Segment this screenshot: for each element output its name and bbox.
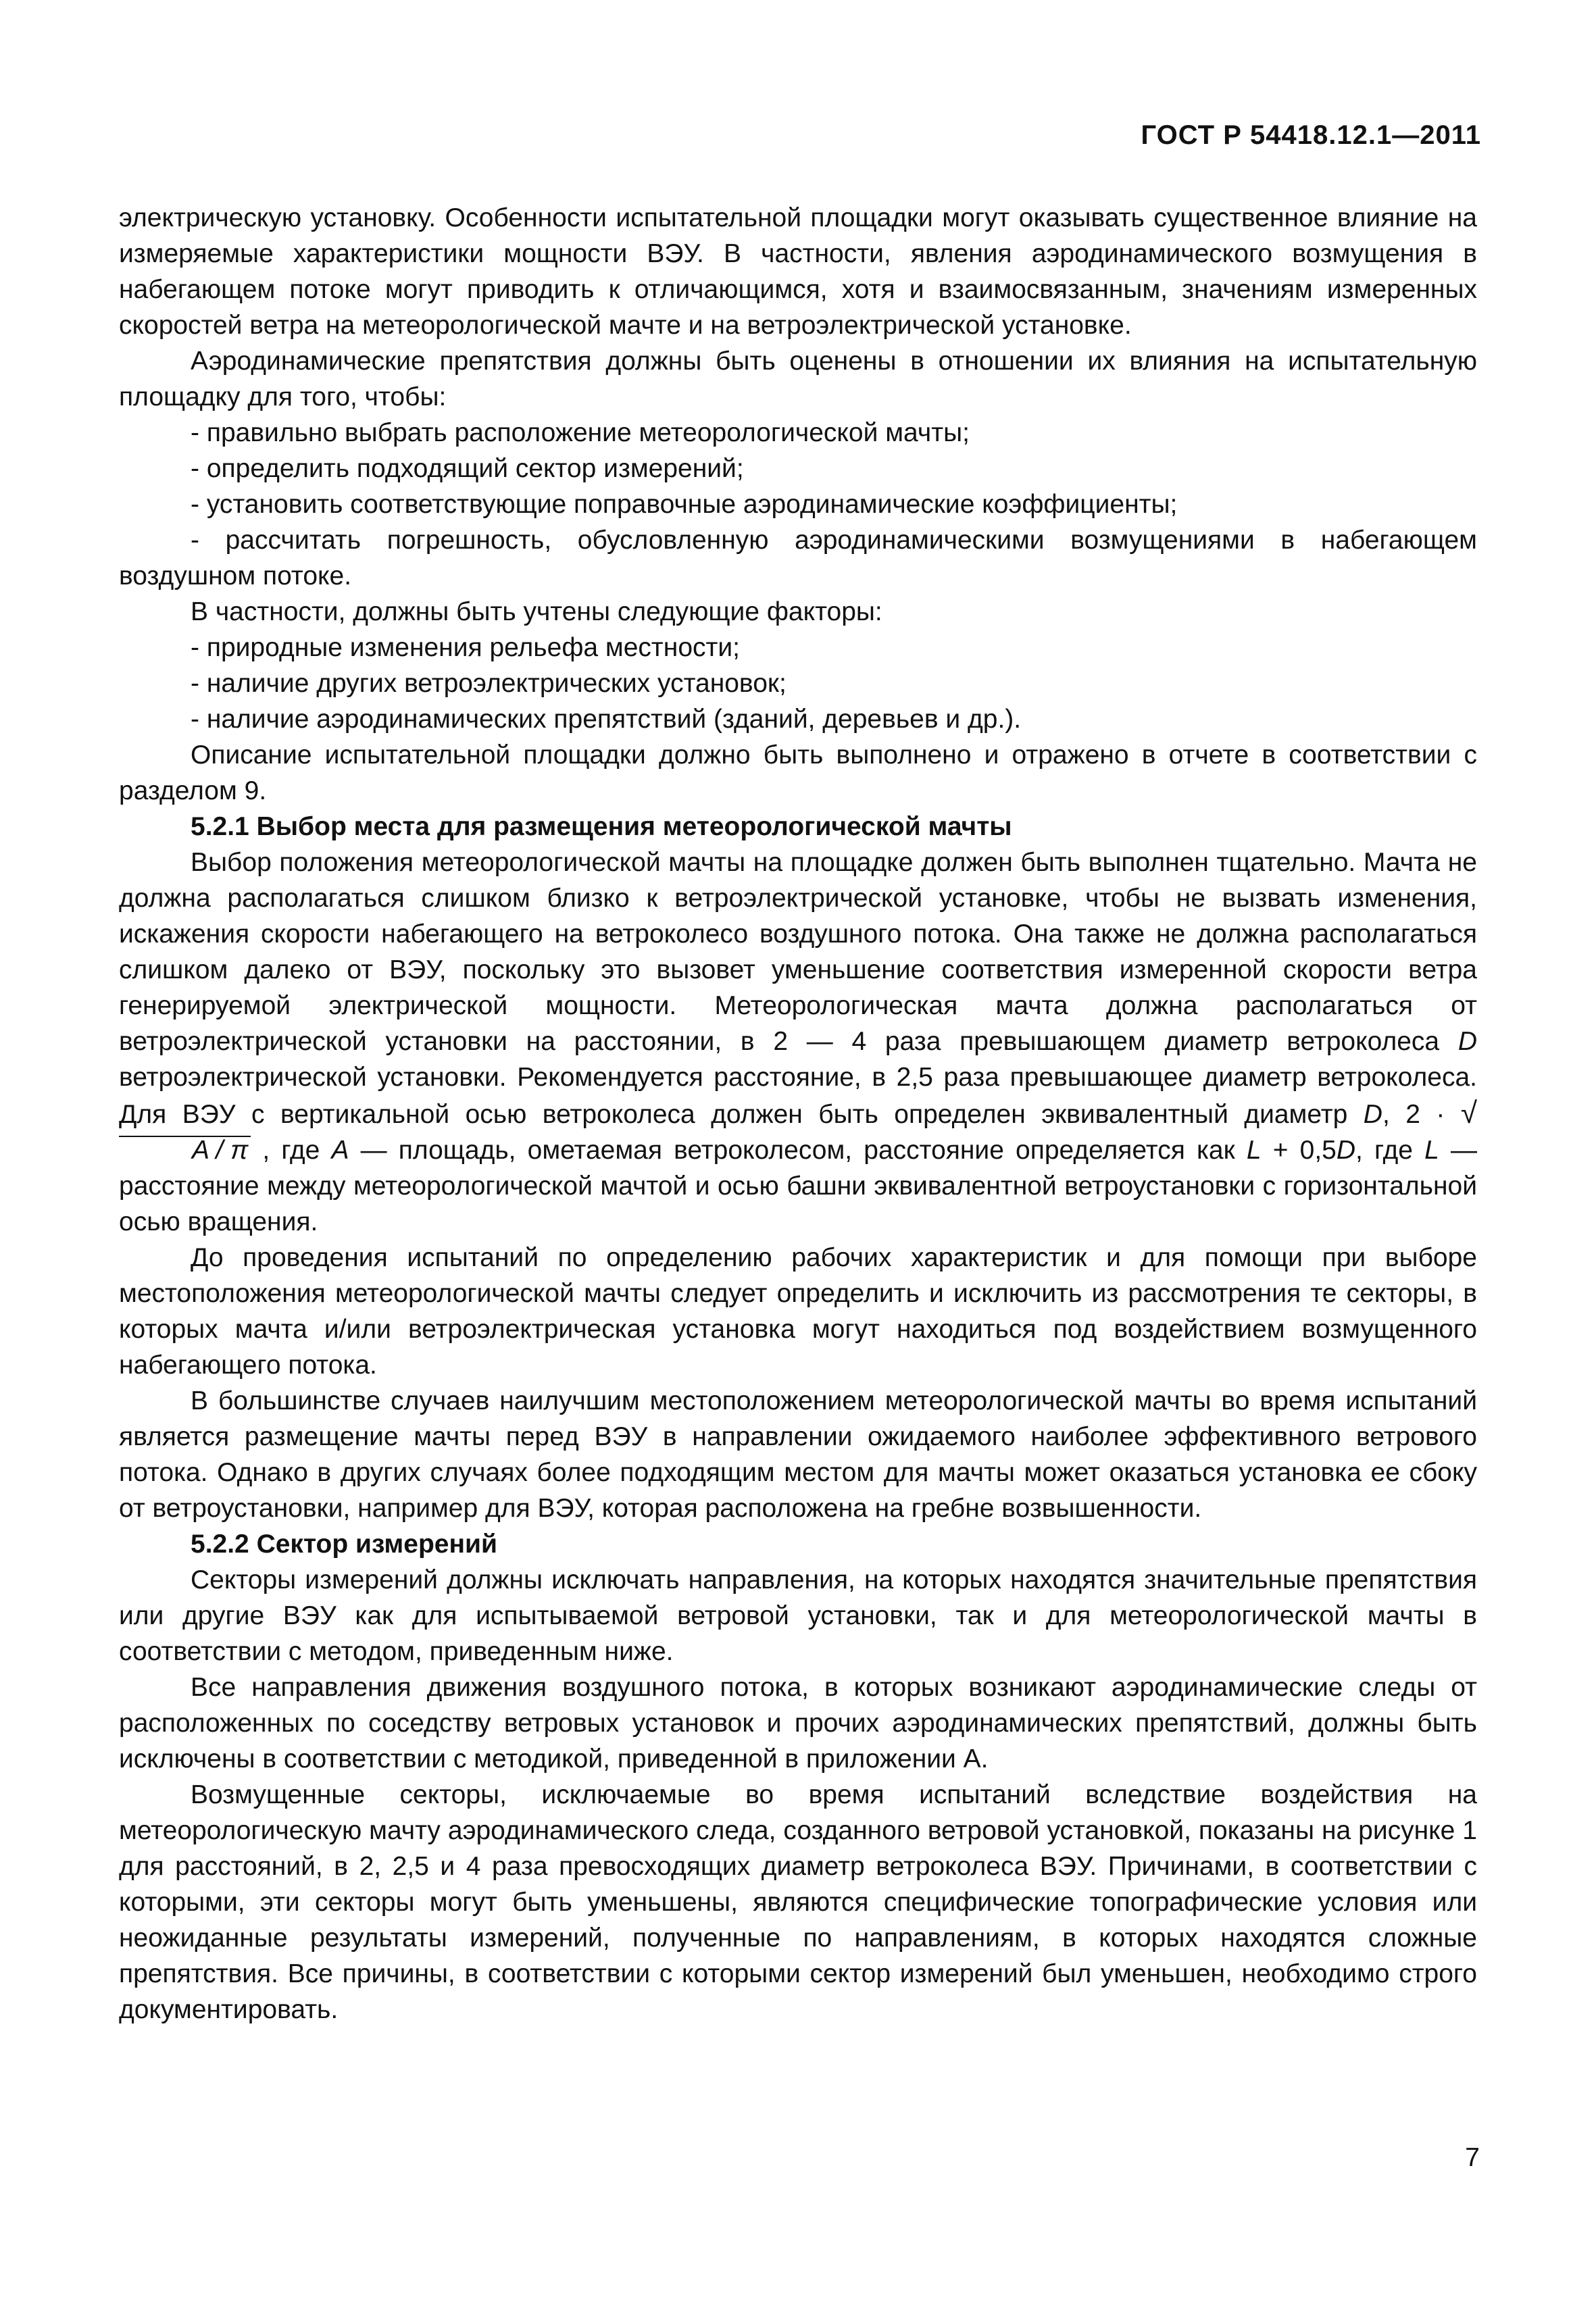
paragraph: Аэродинамические препятствия должны быть оценены в отношении их влияния на испытательную площадку для того, чтобы: xyxy=(119,347,1477,411)
paragraph: В большинстве случаев наилучшим местоположением метеорологической мачты во время испытаний является размещение мачты перед ВЭУ в направлении ожидаемого наиболее эффективного ветрового потока. Однако в других случаях более подходящим местом для мачты может оказаться установка ее сбоку от ветроустановки, например для ВЭУ, которая расположена на гребне возвышенности. xyxy=(119,1386,1477,1523)
square-root-icon: √ xyxy=(1460,1097,1477,1130)
text-fragment: , где xyxy=(251,1136,332,1165)
variable-A: A xyxy=(331,1136,349,1165)
paragraph: Все направления движения воздушного потока, в которых возникают аэродинамические следы от расположенных по соседству ветровых установок и прочих аэродинамических препятствий, должны быть исключены в соответствии с методикой, приведенной в приложении А. xyxy=(119,1673,1477,1774)
text-fragment: Выбор положения метеорологической мачты на площадке должен быть выполнен тщательно. Мачта не должна располагаться слишком близко к ветроэлектрической установке, чтобы не вызвать изменения, искажения скорости набегающего на ветроколесо воздушного потока. Она также не должна располагаться слишком далеко от ВЭУ, поскольку это вызовет уменьшение соответствия измеренной скорости ветра генерируемой электрической мощности. Метеорологическая мачта должна располагаться от ветроэлектрической установки на расстоянии, в 2 — 4 раза превышающем диаметр ветроколеса xyxy=(119,848,1477,1056)
list-item: - наличие других ветроэлектрических установок; xyxy=(191,669,787,698)
list-item: - наличие аэродинамических препятствий (зданий, деревьев и др.). xyxy=(191,705,1022,734)
sqrt-radicand: A / π xyxy=(119,1136,251,1164)
paragraph-formula xyxy=(119,845,1477,1240)
list-item: - правильно выбрать расположение метеорологической мачты; xyxy=(191,418,970,447)
variable-D: D xyxy=(1336,1136,1356,1165)
text-fragment: — расстояние между метеорологической мачтой и осью башни эквивалентной ветроустановки с горизонтальной осью вращения. xyxy=(119,1136,1477,1236)
document-code-header: ГОСТ Р 54418.12.1—2011 xyxy=(1141,120,1481,150)
list-item: - рассчитать погрешность, обусловленную аэродинамическими возмущениями в набегающем воздушном потоке. xyxy=(119,526,1477,590)
list-item: - установить соответствующие поправочные аэродинамические коэффициенты; xyxy=(191,490,1178,519)
text-fragment: — площадь, ометаемая ветроколесом, расстояние определяется как xyxy=(349,1136,1247,1165)
text-fragment: , где xyxy=(1355,1136,1425,1165)
variable-L: L xyxy=(1424,1136,1439,1165)
page-number: 7 xyxy=(1465,2143,1480,2172)
paragraph: В частности, должны быть учтены следующие факторы: xyxy=(191,597,882,626)
section-heading: 5.2.1 Выбор места для размещения метеорологической мачты xyxy=(191,812,1012,841)
section-heading: 5.2.2 Сектор измерений xyxy=(191,1530,497,1559)
paragraph: Описание испытательной площадки должно быть выполнено и отражено в отчете в соответствии с разделом 9. xyxy=(119,740,1477,805)
paragraph: До проведения испытаний по определению рабочих характеристик и для помощи при выборе местоположения метеорологической мачты следует определить и исключить из рассмотрения те секторы, в которых мачта и/или ветроэлектрическая установка могут находиться под воздействием возмущенного набегающего потока. xyxy=(119,1243,1477,1380)
text-fragment: ветроэлектрической установки. Рекомендуется расстояние, в 2,5 раза превышающее диаметр ветроколеса. Для ВЭУ с вертикальной осью ветроколеса должен быть определен эквивалентный диаметр xyxy=(119,1063,1477,1129)
paragraph: электрическую установку. Особенности испытательной площадки могут оказывать существенное влияние на измеряемые характеристики мощности ВЭУ. В частности, явления аэродинамического возмущения в набегающем потоке могут приводить к отличающимся, хотя и взаимосвязанным, значениям измеренных скоростей ветра на метеорологической мачте и на ветроэлектрической установке. xyxy=(119,203,1477,340)
text-fragment: , 2 · xyxy=(1382,1100,1461,1129)
variable-D: D xyxy=(1457,1027,1477,1056)
document-body xyxy=(119,200,1477,2028)
variable-L: L xyxy=(1246,1136,1262,1165)
list-item: - природные изменения рельефа местности; xyxy=(191,633,741,662)
paragraph: Секторы измерений должны исключать направления, на которых находятся значительные препятствия или другие ВЭУ как для испытываемой ветровой установки, так и для метеорологической мачты в соответствии с методом, приведенным ниже. xyxy=(119,1565,1477,1666)
variable-D: D xyxy=(1363,1100,1382,1129)
paragraph: Возмущенные секторы, исключаемые во время испытаний вследствие воздействия на метеорологическую мачту аэродинамического следа, созданного ветровой установкой, показаны на рисунке 1 для расстояний, в 2, 2,5 и 4 раза превосходящих диаметр ветроколеса ВЭУ. Причинами, в соответствии с которыми, эти секторы могут быть уменьшены, являются специфические топографические условия или неожиданные результаты измерений, полученные по направлениям, в которых находятся сложные препятствия. Все причины, в соответствии с которыми сектор измерений был уменьшен, необходимо строго документировать. xyxy=(119,1780,1477,2024)
list-item: - определить подходящий сектор измерений; xyxy=(191,454,744,483)
text-fragment: + 0,5 xyxy=(1261,1136,1337,1165)
